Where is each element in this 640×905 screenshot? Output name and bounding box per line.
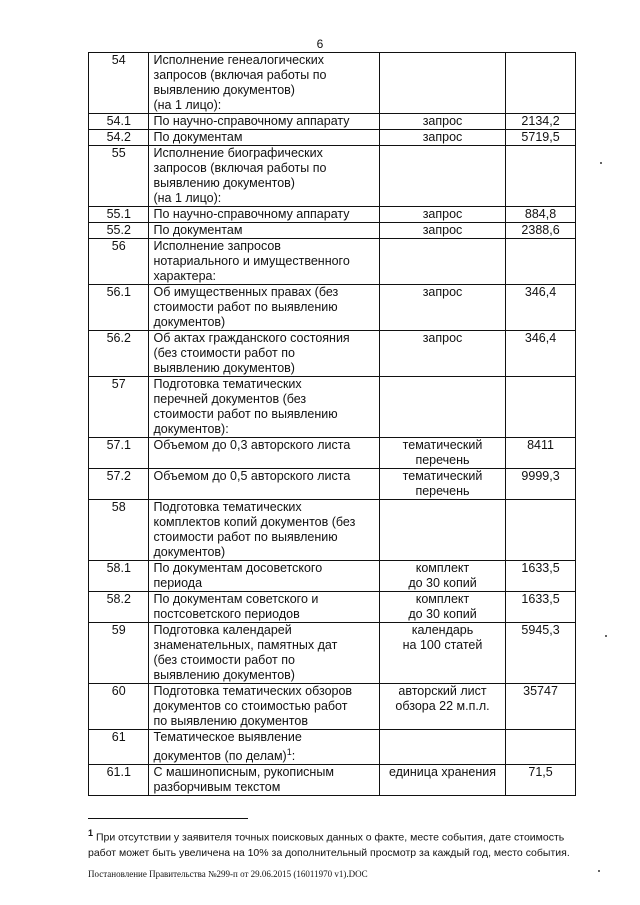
table-row [89,130,576,146]
service-name-text: По документам [153,223,243,237]
unit-cell [379,377,505,438]
price-cell [506,377,576,438]
unit-cell [379,561,505,592]
row-number-cell [89,377,149,438]
unit-cell [379,285,505,331]
table-row [89,500,576,561]
page-number: 6 [316,37,324,51]
service-name-cell [149,469,379,500]
footnote-text: При отсутствии у заявителя точных поисковых данных о факте, месте события, дате стоимость работ может быть увеличена на 10% за дополнительный просмотр за каждый год, место события. [88,831,570,859]
unit-cell [379,146,505,207]
unit-text: тематический перечень [402,469,483,498]
service-name-cell [149,223,379,239]
row-number-cell [89,684,149,730]
unit-text: комплект до 30 копий [408,561,477,590]
row-number-text: 55.1 [106,207,131,221]
unit-cell [379,53,505,114]
row-number-cell [89,592,149,623]
row-number-text: 57.2 [106,469,131,483]
price-cell [506,146,576,207]
price-cell [506,561,576,592]
price-text: 5719,5 [521,130,560,144]
service-name-text: Исполнение биографических запросов (включая работы по выявлению документов) (на 1 лицо): [153,146,327,205]
service-name-cell [149,130,379,146]
unit-cell [379,207,505,223]
price-text: 71,5 [528,765,553,780]
footnote [88,826,580,861]
row-number-text: 61.1 [106,765,131,780]
unit-text: тематический перечень [402,438,483,467]
price-text: 1633,5 [521,561,560,575]
row-number-text: 54.1 [106,114,131,128]
row-number-text: 58.1 [106,561,131,575]
unit-text: запрос [422,207,463,221]
price-text: 8411 [527,438,554,452]
table-row [89,561,576,592]
row-number-text: 57.1 [106,438,131,452]
unit-text: запрос [422,285,463,299]
price-cell [506,730,576,765]
service-name-text: Объемом до 0,5 авторского листа [153,469,351,483]
service-name-cell [149,684,379,730]
price-text: 884,8 [524,207,557,221]
table-row [89,239,576,285]
price-cell [506,285,576,331]
price-text: 1633,5 [521,592,560,606]
service-name-text: Подготовка тематических перечней документов (без стоимости работ по выявлению документов): [153,377,338,436]
row-number-text: 54 [111,53,126,67]
price-text: 2388,6 [521,223,560,237]
row-number-text: 56.2 [106,331,131,345]
tariff-table [88,52,576,796]
service-name-text: Подготовка календарей знаменательных, памятных дат (без стоимости работ по выявлению документов) [153,623,338,682]
price-cell [506,114,576,130]
service-name-text: Подготовка тематических комплектов копий документов (без стоимости работ по выявлению документов) [153,500,356,559]
service-name-cell [149,114,379,130]
row-number-cell [89,765,149,796]
service-name-text: По документам досоветского периода [153,561,323,590]
price-cell [506,239,576,285]
unit-cell [379,331,505,377]
unit-cell [379,500,505,561]
service-name-text: Объемом до 0,3 авторского листа [153,438,351,452]
price-cell [506,623,576,684]
row-number-text: 61 [111,730,126,744]
row-number-text: 56 [111,239,126,253]
table-row [89,730,576,765]
row-number-cell [89,500,149,561]
price-text: 9999,3 [521,469,560,483]
row-number-text: 55 [111,146,126,160]
scan-speck [605,635,607,637]
row-number-cell [89,146,149,207]
unit-cell [379,469,505,500]
footnote-reference: 1 [286,747,292,757]
table-row [89,114,576,130]
unit-cell [379,239,505,285]
unit-cell [379,114,505,130]
row-number-cell [89,130,149,146]
price-cell [506,469,576,500]
price-cell [506,684,576,730]
footnote-marker: 1 [88,828,94,838]
service-name-cell [149,285,379,331]
footnote-divider [88,818,248,819]
row-number-cell [89,285,149,331]
row-number-cell [89,53,149,114]
service-name-cell [149,561,379,592]
service-name-cell [149,331,379,377]
price-text: 346,4 [524,331,557,345]
row-number-cell [89,239,149,285]
service-name-cell [149,146,379,207]
unit-cell [379,765,505,796]
table-body [89,53,576,796]
unit-cell [379,223,505,239]
service-name-cell [149,592,379,623]
unit-cell [379,623,505,684]
price-cell [506,53,576,114]
table-row [89,53,576,114]
service-name-cell [149,53,379,114]
row-number-cell [89,207,149,223]
unit-text: запрос [422,114,463,128]
service-name-text: Об имущественных правах (без стоимости работ по выявлению документов) [153,285,339,329]
service-name-cell [149,207,379,223]
price-cell [506,331,576,377]
row-number-cell [89,561,149,592]
price-cell [506,500,576,561]
unit-text: запрос [422,130,463,144]
row-number-text: 55.2 [106,223,131,237]
unit-text: комплект до 30 копий [408,592,477,621]
service-name-cell [149,765,379,796]
price-text: 2134,2 [521,114,560,128]
table-row [89,592,576,623]
unit-cell [379,592,505,623]
service-name-text: По документам советского и постсоветского периодов [153,592,319,621]
scan-speck [598,870,600,872]
price-cell [506,438,576,469]
service-name-text: С машинописным, рукописным разборчивым текстом [153,765,334,795]
unit-cell [379,684,505,730]
service-name-text: Об актах гражданского состояния (без стоимости работ по выявлению документов) [153,331,350,375]
service-name-cell [149,438,379,469]
table-row [89,684,576,730]
document-footer: Постановление Правительства №299-п от 29.06.2015 (16011970 v1).DOC [88,869,368,879]
row-number-cell [89,114,149,130]
service-name-text: Тематическое выявление документов (по делам) [153,730,302,764]
price-cell [506,130,576,146]
scan-speck [600,162,602,164]
service-name-text: По научно-справочному аппарату [153,114,350,128]
service-name-cell [149,377,379,438]
service-name-text: Исполнение запросов нотариального и имущественного характера: [153,239,350,283]
table-row [89,469,576,500]
service-name-text: Подготовка тематических обзоров документов со стоимостью работ по выявлению документов [153,684,353,728]
unit-text: запрос [422,331,463,345]
price-cell [506,223,576,239]
table-row [89,377,576,438]
unit-text: единица хранения [388,765,497,780]
row-number-cell [89,623,149,684]
price-cell [506,592,576,623]
table-row [89,623,576,684]
service-name-cell [149,623,379,684]
row-number-cell [89,469,149,500]
service-name-cell [149,239,379,285]
service-name-text: По документам [153,130,243,144]
row-number-text: 54.2 [106,130,131,144]
unit-cell [379,730,505,765]
unit-text: календарь на 100 статей [402,623,483,652]
service-name-text: По научно-справочному аппарату [153,207,350,221]
table-row [89,331,576,377]
service-name-cell [149,500,379,561]
table-row [89,765,576,796]
price-cell [506,207,576,223]
price-text: 346,4 [524,285,557,299]
unit-cell [379,438,505,469]
unit-text: запрос [422,223,463,237]
table-row [89,223,576,239]
table-row [89,146,576,207]
row-number-cell [89,438,149,469]
table-row [89,207,576,223]
service-name-cell [149,730,379,765]
unit-text: авторский лист обзора 22 м.п.л. [395,684,490,713]
price-text: 5945,3 [521,623,560,637]
table-row [89,285,576,331]
row-number-cell [89,223,149,239]
unit-cell [379,130,505,146]
price-text: 35747 [523,684,558,698]
table-row [89,438,576,469]
row-number-text: 59 [111,623,126,637]
price-cell [506,765,576,796]
row-number-text: 58 [111,500,126,514]
row-number-cell [89,331,149,377]
row-number-text: 58.2 [106,592,131,606]
service-name-text: Исполнение генеалогических запросов (включая работы по выявлению документов) (на 1 лицо): [153,53,327,112]
row-number-text: 57 [111,377,126,391]
row-number-cell [89,730,149,765]
row-number-text: 56.1 [106,285,131,299]
name-suffix: : [291,749,296,764]
row-number-text: 60 [111,684,126,698]
